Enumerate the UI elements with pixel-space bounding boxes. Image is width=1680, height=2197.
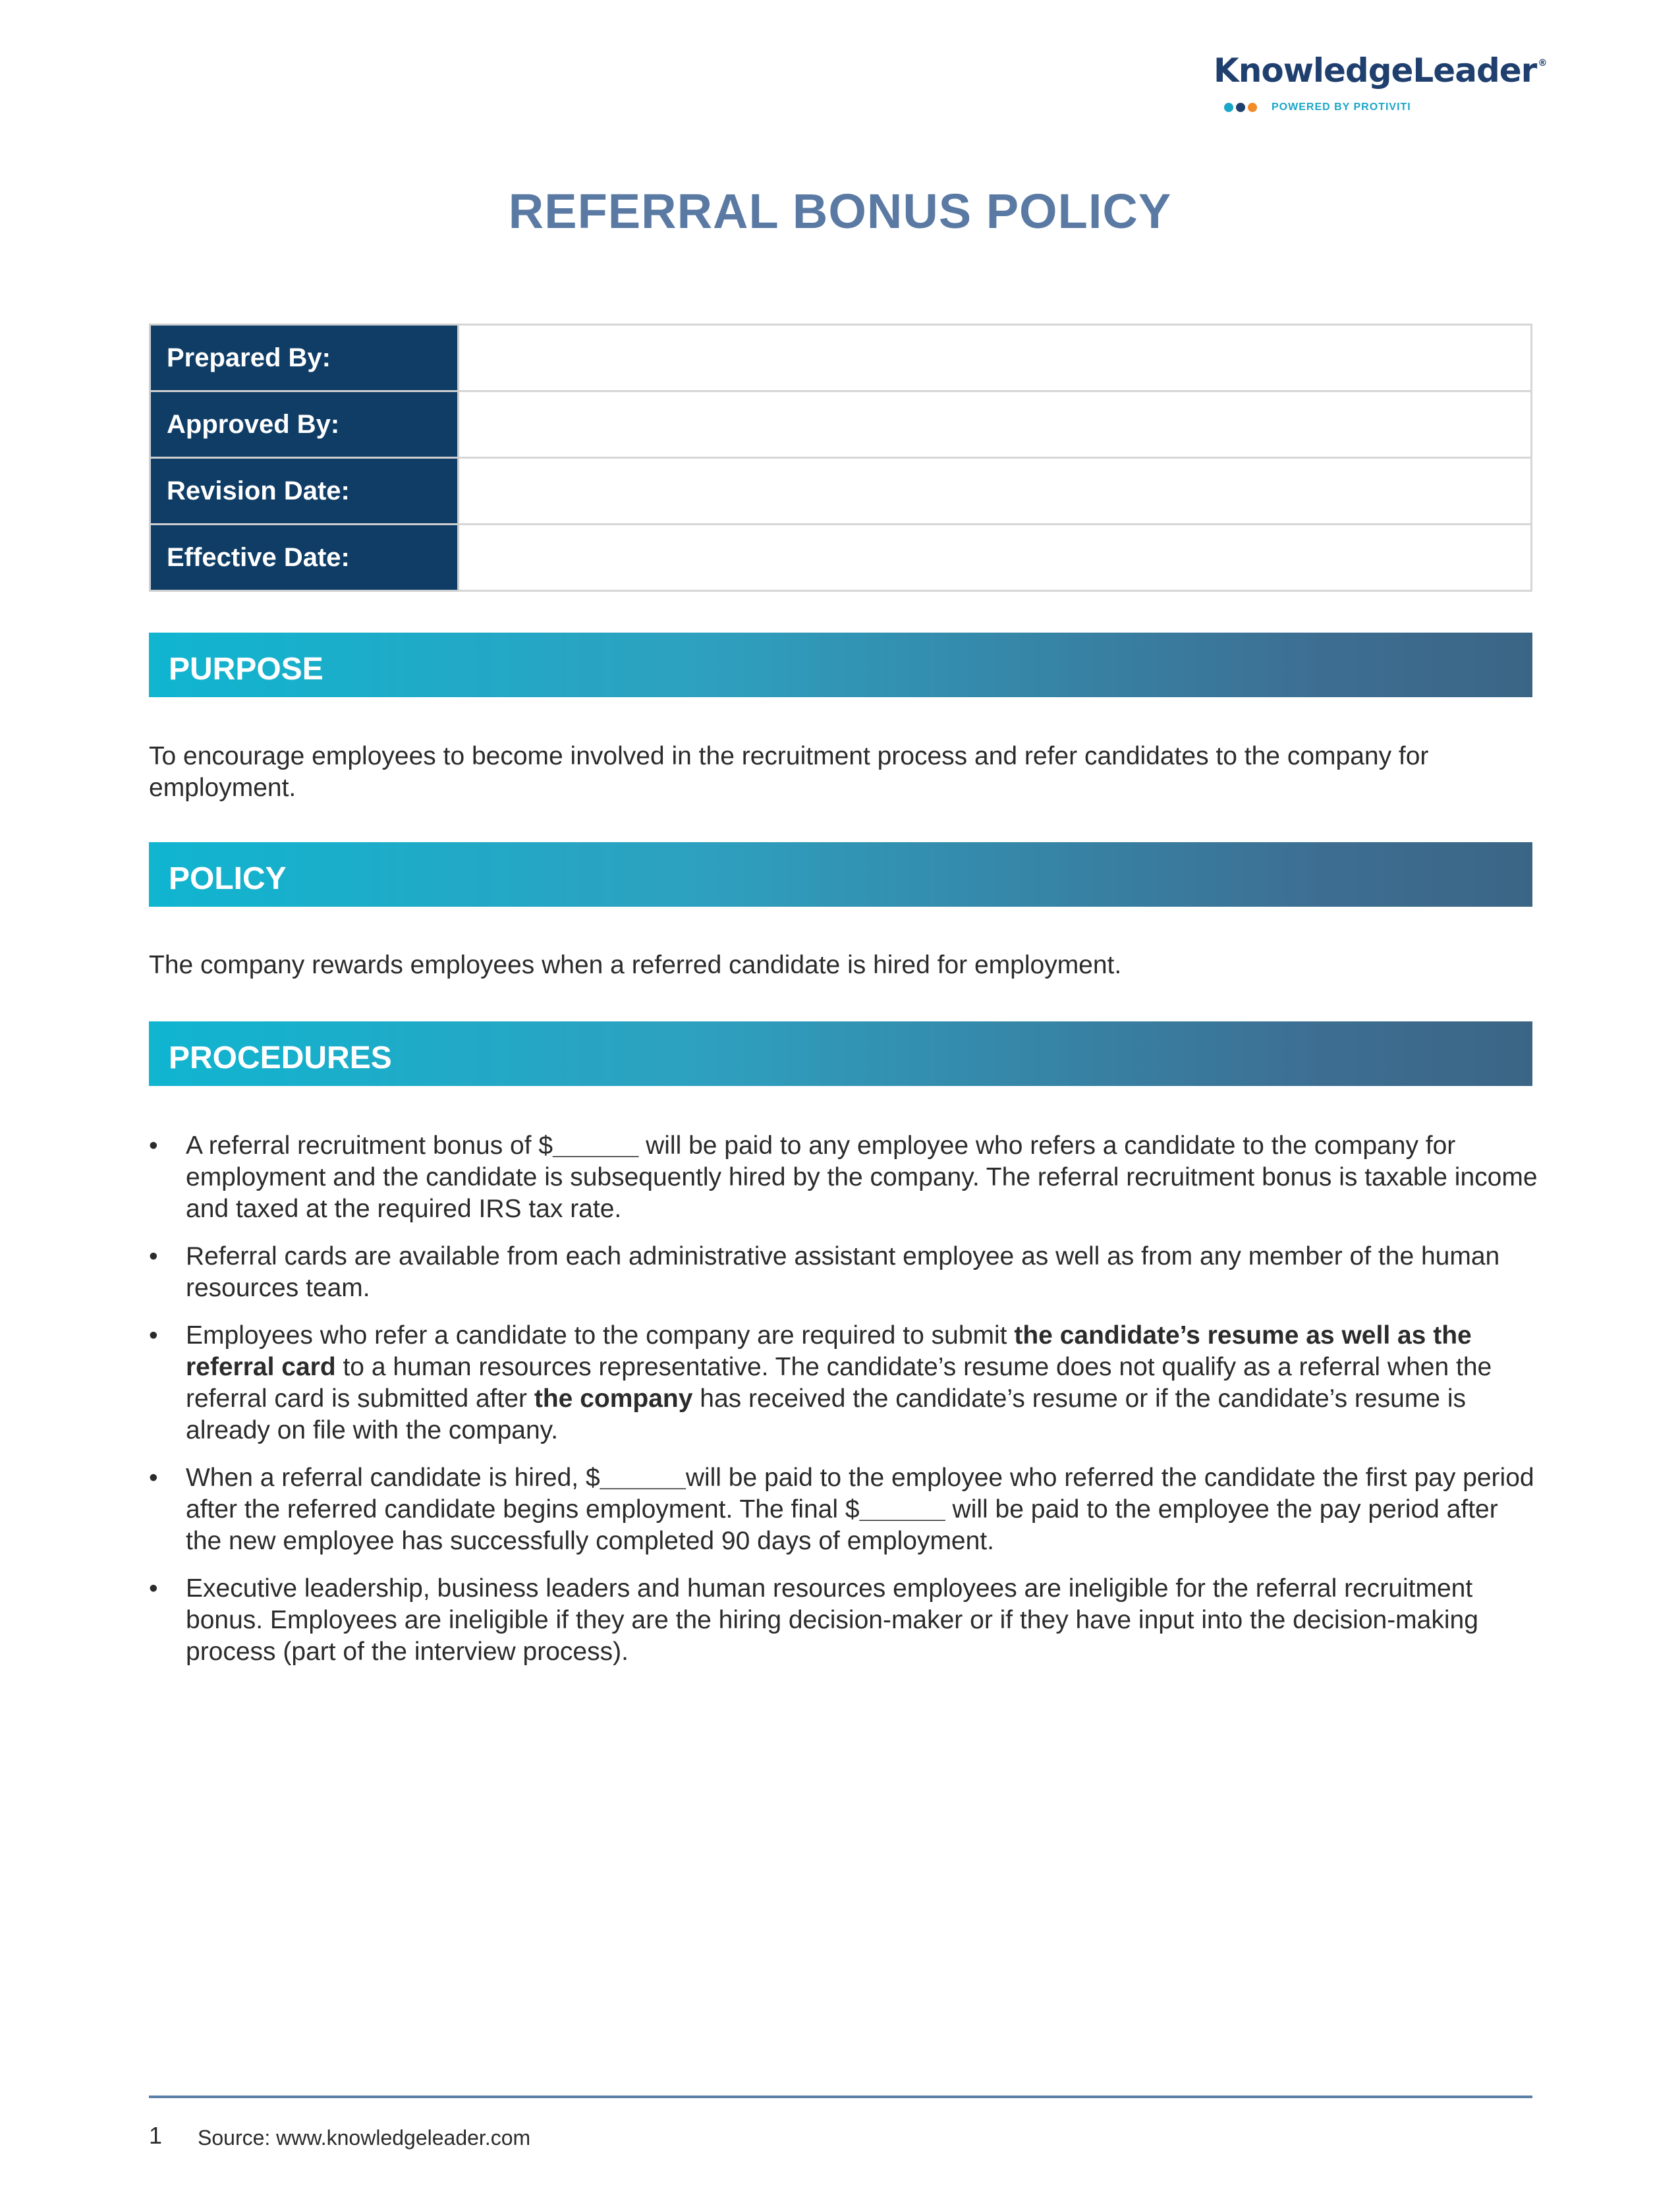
item-text: A referral recruitment bonus of $ <box>186 1131 553 1160</box>
page-number: 1 <box>149 2122 163 2149</box>
purpose-heading: PURPOSE <box>149 633 1532 697</box>
bullet-icon: • <box>149 1574 158 1603</box>
item-text: has received the candidate’s resume or if the candidate’s resume is already on file with the company. <box>186 1384 1466 1444</box>
item-text: Employees who refer a candidate to the company are required to submit <box>186 1321 1015 1350</box>
footer-divider <box>149 2096 1532 2098</box>
list-item <box>149 1462 1539 1557</box>
logo-dot-icon <box>1224 103 1233 112</box>
list-item <box>149 1130 1539 1225</box>
effective-date-label: Effective Date: <box>150 525 459 591</box>
prepared-by-label: Prepared By: <box>150 325 459 391</box>
item-text: will be paid to the employee who referred the candidate the first pay period after the referred candidate begins employment. The final $ <box>186 1464 1534 1524</box>
policy-heading: POLICY <box>149 842 1532 907</box>
logo-tagline: POWERED BY PROTIVITI <box>1272 101 1411 113</box>
item-text: will be paid to any employee who refers a candidate to the company for employment and the candidate is subsequently hired by the company. The referral recruitment bonus is taxable income and taxed at the required IRS tax rate. <box>186 1131 1538 1223</box>
prepared-by-value <box>459 325 1532 391</box>
document-title: REFERRAL BONUS POLICY <box>508 184 1172 239</box>
approved-by-value <box>459 391 1532 458</box>
bullet-icon: • <box>149 1131 158 1160</box>
approval-table <box>149 324 1532 592</box>
logo-tagline-row <box>1224 101 1530 113</box>
list-item <box>149 1241 1539 1304</box>
item-text: to a human resources representative. The candidate’s resume does not qualify as a referral when the referral card is submitted after <box>186 1353 1492 1413</box>
policy-text: The company rewards employees when a referred candidate is hired for employment. <box>149 951 1122 979</box>
bold-text: the candidate’s resume as well as the referral card <box>186 1321 1472 1381</box>
bullet-icon: • <box>149 1242 158 1270</box>
logo-dot-icon <box>1236 103 1245 112</box>
knowledgeleader-logo <box>1214 51 1547 113</box>
bullet-icon: • <box>149 1321 158 1350</box>
amount-blank: ______ <box>553 1131 639 1160</box>
list-item <box>149 1320 1539 1446</box>
table-row <box>150 391 1532 458</box>
revision-date-label: Revision Date: <box>150 458 459 525</box>
effective-date-value <box>459 525 1532 591</box>
table-row <box>150 458 1532 525</box>
item-text: Executive leadership, business leaders and human resources employees are ineligible for the referral recruitment bonus. Employees are ineligible if they are the hiring decision-maker or if they have input into the decision-making process (part of the interview process). <box>186 1574 1478 1666</box>
bold-text: the company <box>534 1384 693 1413</box>
logo-dot-icon <box>1248 103 1257 112</box>
procedures-list <box>149 1130 1539 1684</box>
approved-by-label: Approved By: <box>150 391 459 458</box>
registered-mark: ® <box>1538 58 1547 69</box>
amount-blank: ______ <box>600 1464 686 1492</box>
source-note: Source: www.knowledgeleader.com <box>198 2126 531 2150</box>
list-item <box>149 1573 1539 1668</box>
table-row <box>150 525 1532 591</box>
procedures-heading: PROCEDURES <box>149 1021 1532 1086</box>
purpose-text: To encourage employees to become involved in the recruitment process and refer candidates to the company for employment. <box>149 742 1429 802</box>
item-text: Referral cards are available from each administrative assistant employee as well as from any member of the human resources team. <box>186 1242 1500 1302</box>
amount-blank: ______ <box>859 1495 945 1524</box>
item-text: will be paid to the employee the pay period after the new employee has successfully completed 90 days of employment. <box>186 1495 1498 1555</box>
revision-date-value <box>459 458 1532 525</box>
bullet-icon: • <box>149 1464 158 1492</box>
table-row <box>150 325 1532 391</box>
item-text: When a referral candidate is hired, $ <box>186 1464 600 1492</box>
logo-wordmark: KnowledgeLeader ® <box>1214 51 1547 90</box>
